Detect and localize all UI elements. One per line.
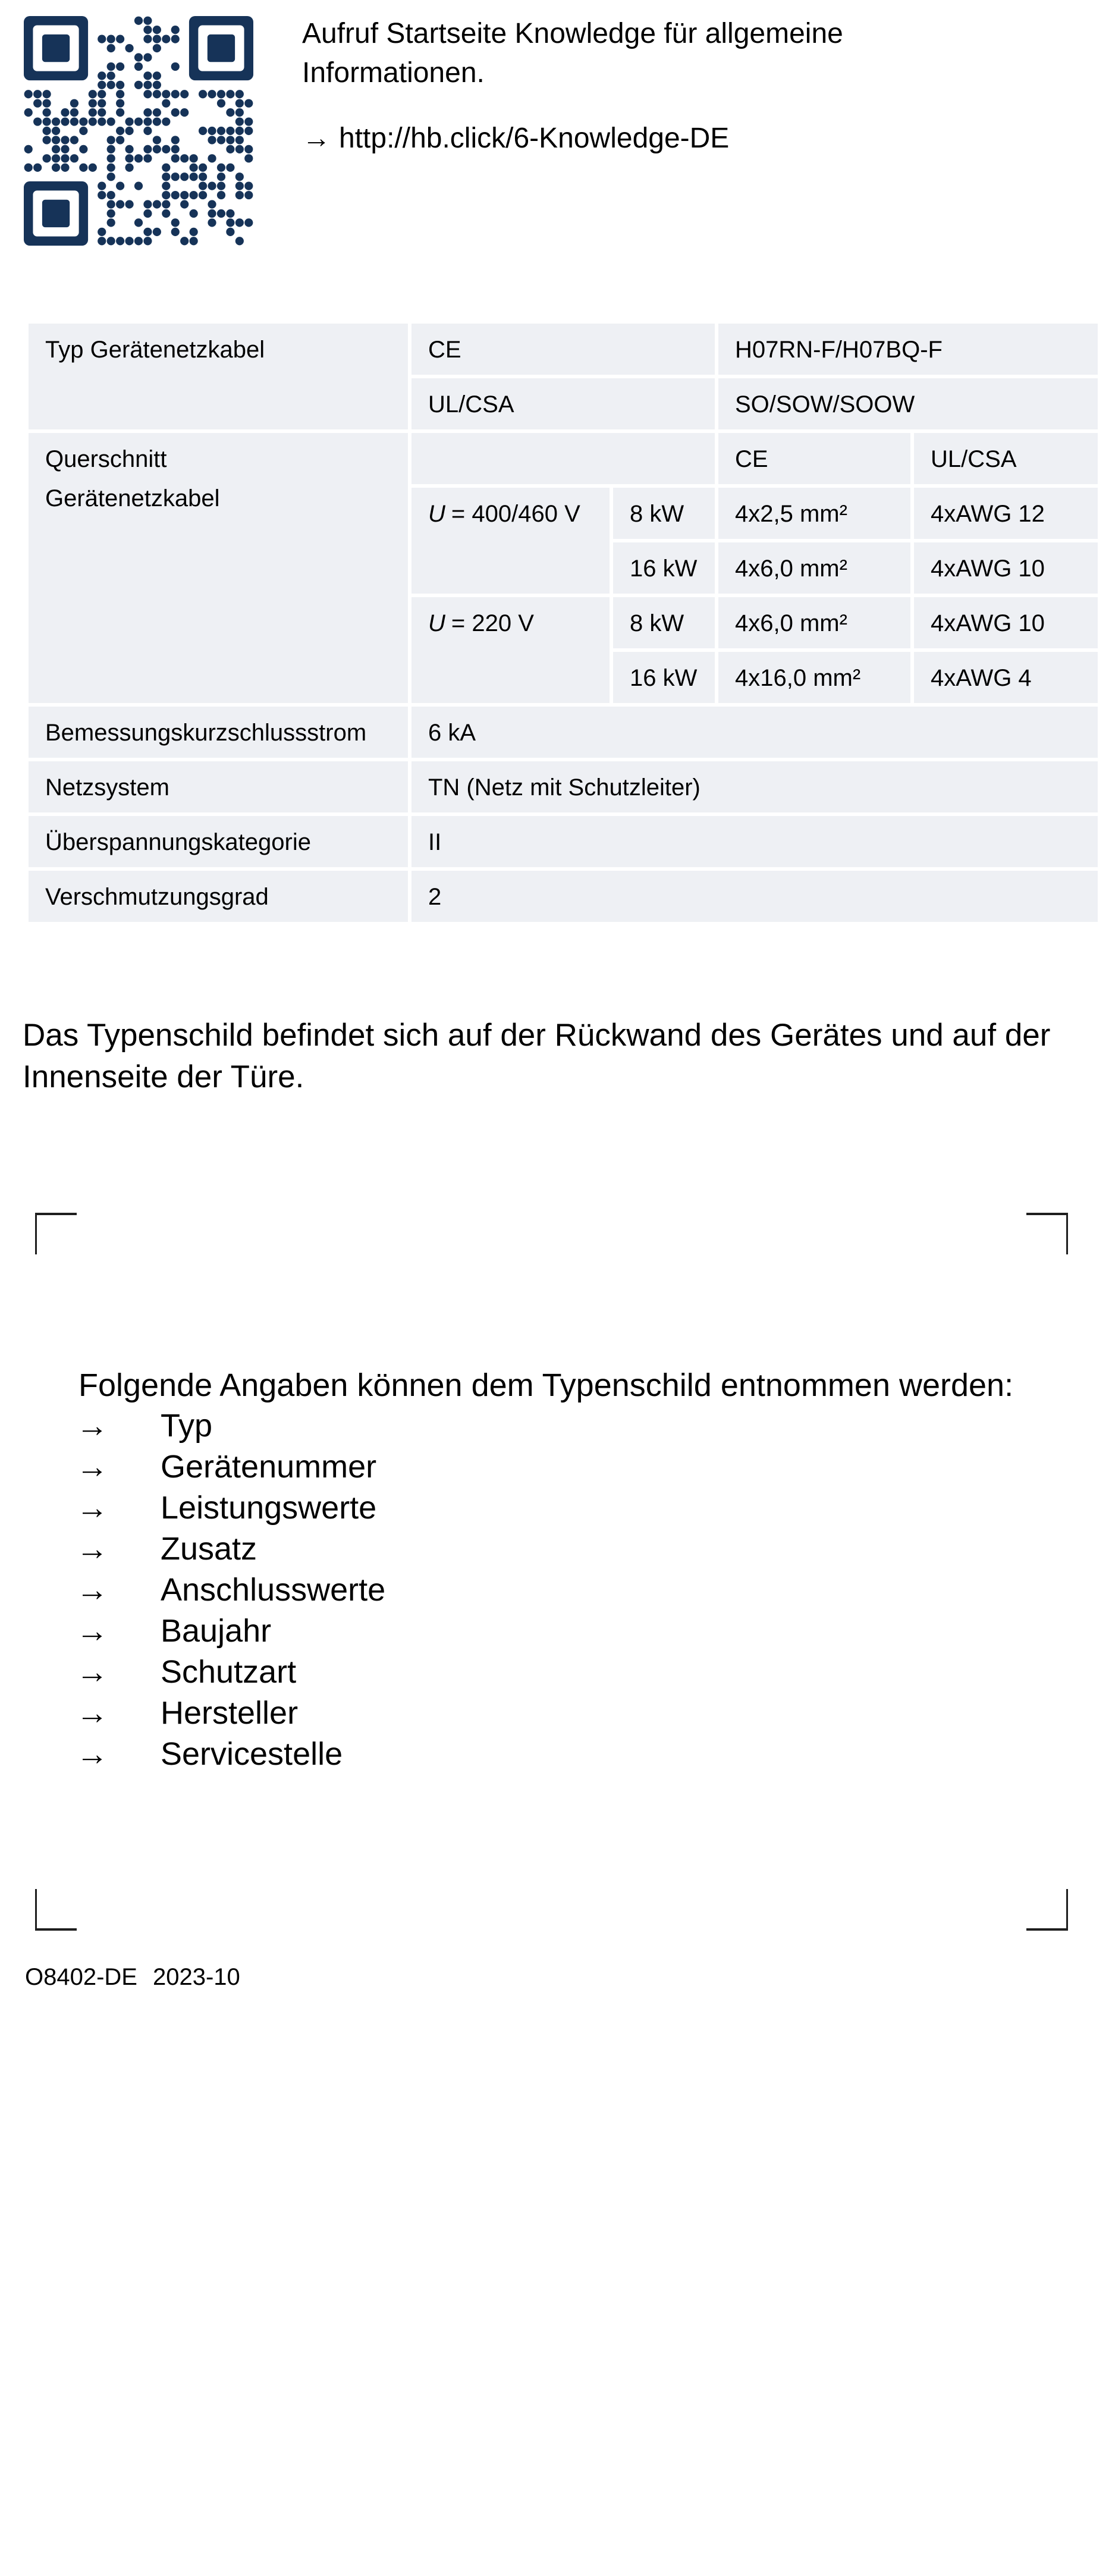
- arrow-right-icon: →: [76, 1572, 108, 1608]
- list-item: [76, 1652, 385, 1693]
- list-item: [76, 1734, 385, 1775]
- spec-ce-crosssection: 4x16,0 mm²: [718, 652, 910, 703]
- qr-caption: Aufruf Startseite Knowledge für allgemeine Informationen.: [302, 18, 843, 89]
- spec-ulcsa-crosssection: 4xAWG 12: [914, 488, 1098, 539]
- spec-ce-crosssection: 4x6,0 mm²: [718, 542, 910, 594]
- spec-value-ce-cable: H07RN-F/H07BQ-F: [718, 324, 1098, 375]
- spec-power-16kw: 16 kW: [613, 542, 715, 594]
- list-item-label: Gerätenummer: [161, 1449, 377, 1485]
- spec-value-ueberspannungskategorie: II: [411, 816, 1098, 867]
- spec-power-8kw: 8 kW: [613, 597, 715, 648]
- list-item-label: Zusatz: [161, 1531, 257, 1567]
- list-item: [76, 1529, 385, 1570]
- spec-value-verschmutzungsgrad: 2: [411, 871, 1098, 922]
- list-item-label: Typ: [161, 1408, 213, 1444]
- list-heading: Folgende Angaben können dem Typenschild entnommen werden:: [78, 1367, 1014, 1403]
- list-item-label: Servicestelle: [161, 1736, 343, 1772]
- spec-power-16kw: 16 kW: [613, 652, 715, 703]
- spec-value-netzsystem: TN (Netz mit Schutzleiter): [411, 761, 1098, 812]
- spec-label-verschmutzungsgrad: Verschmutzungsgrad: [29, 871, 408, 922]
- qr-link-line: [302, 121, 729, 156]
- list-item: [76, 1405, 385, 1447]
- arrow-right-icon: →: [76, 1490, 108, 1526]
- arrow-right-icon: →: [76, 1695, 108, 1731]
- voltage-value: = 400/460 V: [451, 501, 580, 527]
- list-item: [76, 1488, 385, 1529]
- list-item: [76, 1570, 385, 1611]
- spec-ulcsa-crosssection: 4xAWG 10: [914, 597, 1098, 648]
- spec-colheader-ulcsa: UL/CSA: [914, 433, 1098, 484]
- spec-voltage-220: [411, 597, 610, 703]
- spec-power-8kw: 8 kW: [613, 488, 715, 539]
- arrow-right-icon: →: [76, 1408, 108, 1444]
- crop-mark-top-right-icon: [1026, 1213, 1068, 1254]
- list-item-label: Anschlusswerte: [161, 1572, 386, 1608]
- crop-mark-top-left-icon: [35, 1213, 77, 1254]
- crop-mark-bottom-left-icon: [35, 1889, 77, 1931]
- list-item-label: Schutzart: [161, 1654, 297, 1690]
- spec-key-ce: CE: [411, 324, 715, 375]
- spec-key-ulcsa: UL/CSA: [411, 378, 715, 429]
- spec-voltage-400-460: [411, 488, 610, 594]
- spec-value-ulcsa-cable: SO/SOW/SOOW: [718, 378, 1098, 429]
- list-item: [76, 1693, 385, 1734]
- arrow-right-icon: →: [76, 1531, 108, 1567]
- spec-label-typ-geraetenetzkabel: Typ Gerätenetzkabel: [29, 324, 408, 429]
- arrow-right-icon: →: [76, 1449, 108, 1485]
- spec-ce-crosssection: 4x6,0 mm²: [718, 597, 910, 648]
- spec-value-kurzschlussstrom: 6 kA: [411, 707, 1098, 758]
- list-item: [76, 1447, 385, 1488]
- crop-mark-bottom-right-icon: [1026, 1889, 1068, 1931]
- list-item-label: Leistungswerte: [161, 1490, 377, 1526]
- list-item-label: Hersteller: [161, 1695, 299, 1731]
- arrow-right-icon: →: [76, 1654, 108, 1690]
- typenschild-intro: Das Typenschild befindet sich auf der Rückwand des Gerätes und auf der Innenseite der Türe.: [23, 1018, 1051, 1094]
- qr-link-url[interactable]: http://hb.click/6-Knowledge-DE: [339, 123, 730, 154]
- spec-label-querschnitt: Querschnitt Gerätenetzkabel: [29, 433, 408, 703]
- footer: [25, 1964, 240, 1990]
- footer-doc-code: O8402-DE: [25, 1964, 137, 1990]
- voltage-symbol: U: [428, 610, 445, 636]
- spec-colheader-ce: CE: [718, 433, 910, 484]
- voltage-value: = 220 V: [451, 610, 534, 636]
- arrow-right-icon: →: [76, 1736, 108, 1772]
- spec-label-netzsystem: Netzsystem: [29, 761, 408, 812]
- footer-date: 2023-10: [152, 1964, 240, 1990]
- voltage-symbol: U: [428, 501, 445, 527]
- spec-table: [29, 324, 1098, 922]
- spec-label-ueberspannungskategorie: Überspannungskategorie: [29, 816, 408, 867]
- list-item: [76, 1611, 385, 1652]
- list-item-label: Baujahr: [161, 1613, 272, 1649]
- arrow-right-icon: →: [76, 1613, 108, 1649]
- qr-code-icon: [24, 16, 253, 246]
- spec-ce-crosssection: 4x2,5 mm²: [718, 488, 910, 539]
- typenschild-list: [76, 1405, 385, 1775]
- spec-ulcsa-crosssection: 4xAWG 10: [914, 542, 1098, 594]
- spec-label-kurzschlussstrom: Bemessungskurzschlussstrom: [29, 707, 408, 758]
- spec-empty-cell: [411, 433, 715, 484]
- arrow-right-icon: →: [302, 123, 331, 154]
- spec-ulcsa-crosssection: 4xAWG 4: [914, 652, 1098, 703]
